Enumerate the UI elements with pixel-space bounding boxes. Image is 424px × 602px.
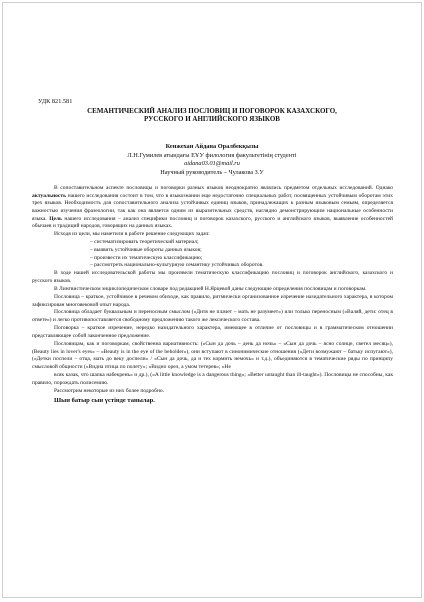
list-item: – рассмотреть национально-культурную семантику устойчивых оборотов. <box>90 262 264 269</box>
paragraph-proverb-definition: Пословица – краткое, устойчивое в речевом обиходе, как правило, ритмически организованное изречение назидательного характера, в котором зафиксирован многовековой опыт народа. <box>32 293 393 308</box>
title-line-2: РУССКОГО И АНГЛИЙСКОГО ЯЗЫКОВ <box>144 115 280 124</box>
author-email[interactable]: aidana03.01@mail.ru <box>184 160 240 167</box>
paragraph-saying-definition: Поговорка – краткое изречение, нередко назидательного характера, имеющее в отличие от пословицы и в грамматическом отношении представляющее собой законченное предложение. <box>32 325 393 339</box>
keyword-goal: Цель <box>49 215 62 222</box>
paragraph-variability: Пословицам, как и поговоркам, свойственна вариативность: («Сын да дочь – день да ночь» – «Сын да дочь – ясно солнце, светел месяц»), (Beauty lies in lover's eyes» – «Beauty is in the eye of the beholder»), они вступают в синонимические отношения («Дети возмужают – батьку испугают»), («Детки поспели – отца, мать до веку доспели» / «Сын да дочь, да и тех кормить немочь» и т.д.), объединяются в тематические ряды по принципу смысловой общности («Видна птица по полету»; «Видно орел, а умом тетерев»; «Не <box>32 340 393 370</box>
kazakh-proverb-heading: Шын батыр сын үстінде танылар. <box>54 397 155 405</box>
title-line-1: СЕМАНТИЧЕСКИЙ АНАЛИЗ ПОСЛОВИЦ И ПОГОВОРОК КАЗАХСКОГО, <box>87 107 337 115</box>
supervisor: Научный руководитель – Чулакова З.У <box>160 168 264 176</box>
author-name: Кенжехан Айдана Оралбекқызы <box>165 143 259 150</box>
paragraph-tasks-intro: Исходя из цели, мы наметили в работе решение следующих задач: <box>54 231 210 238</box>
paper-body <box>32 185 393 405</box>
task-list <box>32 239 393 270</box>
paper-title <box>33 107 391 124</box>
paragraph-polysemy: всяк казак, что шапка набекрень» и др.), («A little knowledge is a dangerous thing»; «Better untaught than ill-taught»). Пословицы не способны, как правило, порождать полисемию. <box>32 371 393 386</box>
list-item: – систематизировать теоретический материал; <box>90 239 199 246</box>
paragraph-consider: Рассмотрим некоторые из них более подробно. <box>54 387 165 394</box>
keyword-relevance: актуальность <box>32 192 66 199</box>
udk-code: УДК 821.581 <box>38 98 73 105</box>
author-block <box>33 143 391 177</box>
paragraph-intro: В сопоставительном аспекте пословицы и поговорки разных языков неоднократно являлись предметом отдельных исследований. Однако актуальность нашего исследования состоит в том, что в языкознании еще недостаточно специальных работ, посвященных устойчивым оборотам этих трех языков. Необходимость для сопоставительного анализа устойчивых единиц языков, принадлежащих к разным языковым семьям, определяется важностью изучения фразеологии, так как она является одним из выразительных средств, наглядно демонстрирующим национальные особенности языка. Цель нашего исследования – анализ специфики пословиц и поговорок казахского, русского и английского языков, выявление особенностей обычаев и традиций народов, говорящих на данных языках. <box>32 185 394 230</box>
paragraph-dictionary: В Лингвистическом энциклопедическом словаре под редакцией Н.Ярцевой даны следующие определения пословицам и поговоркам. <box>54 285 367 292</box>
affiliation: Л.Н.Гумилев атындағы ЕҰУ филология факультетінің студенті <box>127 151 297 159</box>
list-item: – произвести их тематическую классификацию; <box>90 254 203 261</box>
list-item: – выявить устойчивые обороты данных языков; <box>90 247 202 254</box>
paragraph-proverb-meaning: Пословица обладает буквальным и переносным смыслом («Дитя не плачет – мать не разумеет») или только переносным («Валяй, дети: отец в ответе») и легко противопоставляется свободному предложению такого же лексического состава. <box>32 309 393 324</box>
paragraph-classification: В ходе нашей исследовательской работы мы произвели тематическую классификацию пословиц и поговорок английского, казахского и русского языков. <box>32 270 393 284</box>
document-page <box>2 2 422 598</box>
